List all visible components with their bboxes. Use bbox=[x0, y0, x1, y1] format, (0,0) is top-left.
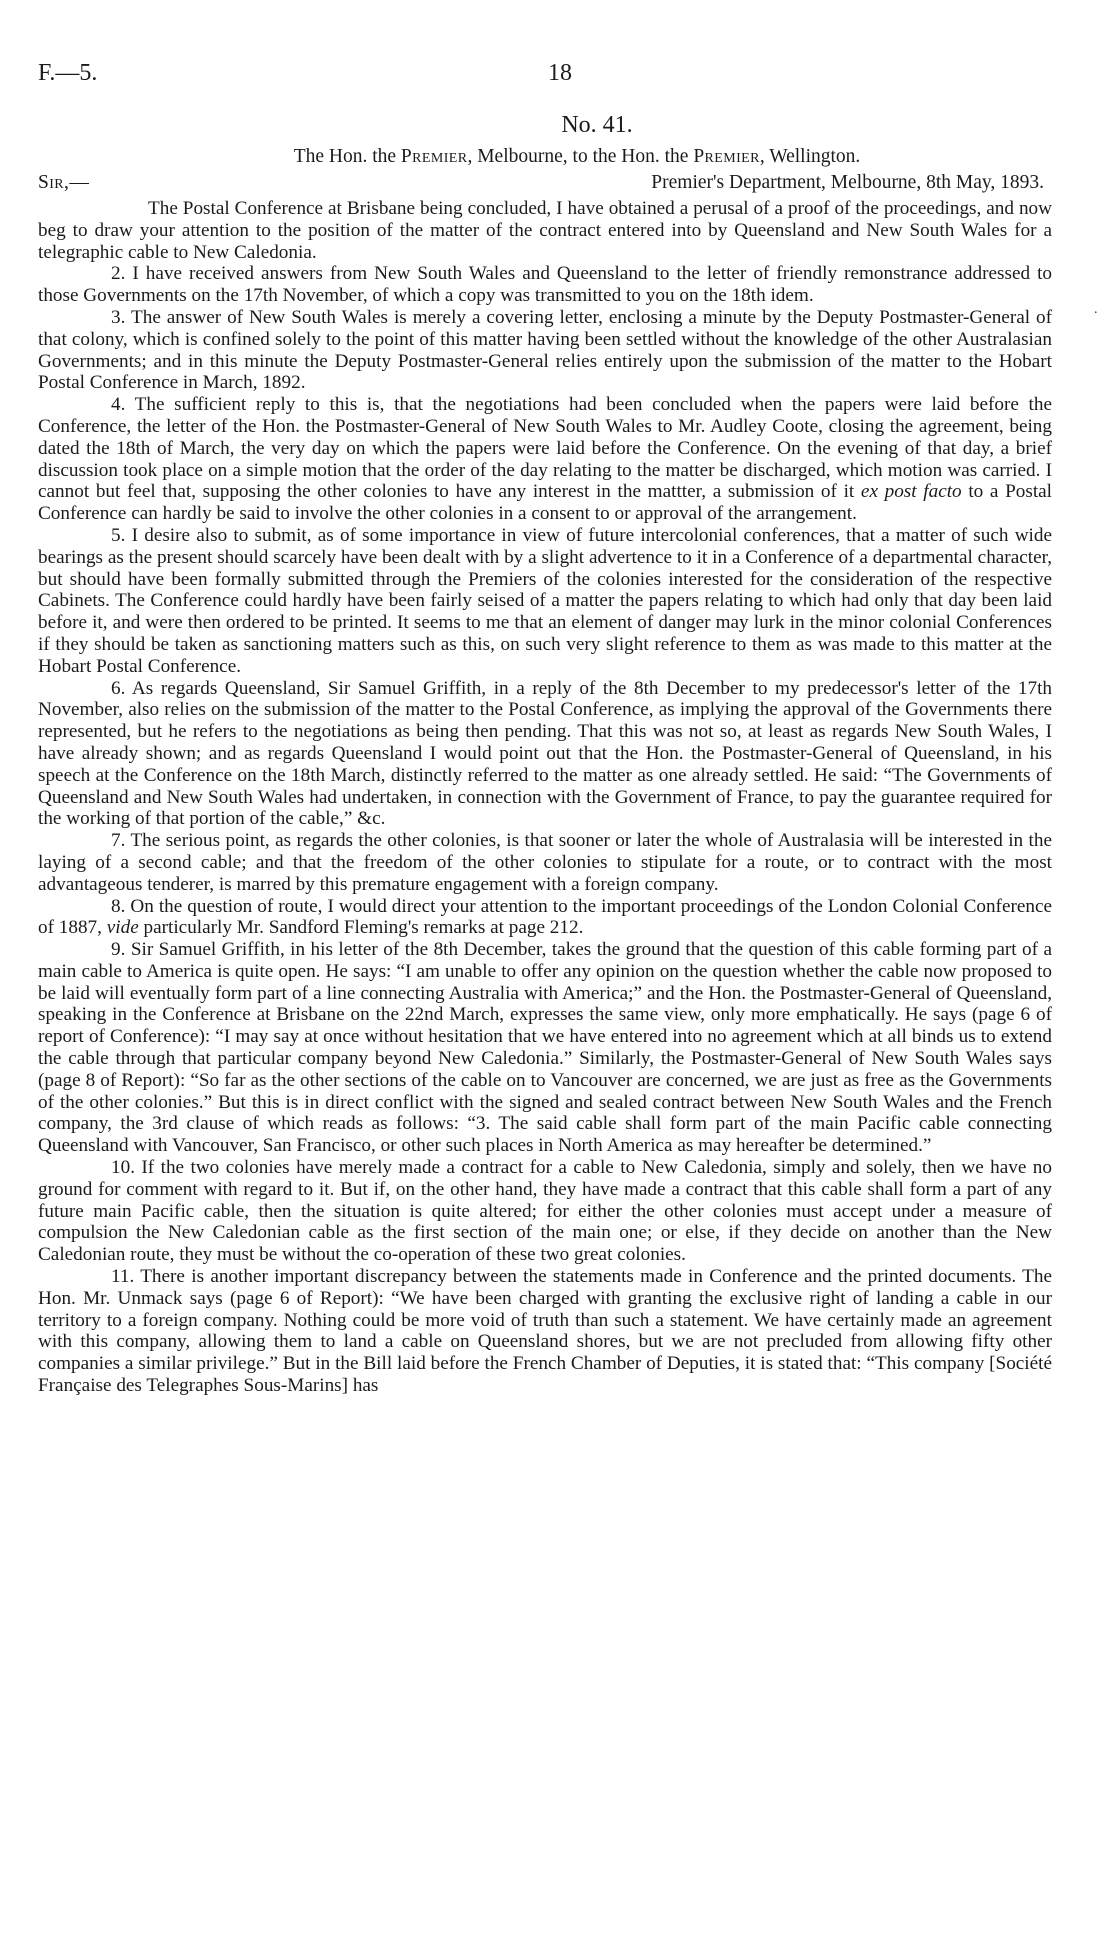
paragraph-5: 5. I desire also to submit, as of some importance in view of future intercolonial conferences, that a matter of such wide bearings as the present should scarcely have been dealt with by a slight advertence to it in a Conference of a departmental character, but should have been formally submitted through the Premiers of the colonies interested for the consideration of the respective Cabinets. The Conference could hardly have been fairly seised of a matter the papers relating to which had only that day been laid before it, and were then ordered to be printed. It seems to me that an element of danger may lurk in the minor colonial Conferences if they should be taken as sanctioning matters such as this, on such very slight reference to them as was made to this matter at the Hobart Postal Conference. bbox=[38, 524, 1052, 677]
paragraph-8 bbox=[38, 896, 1052, 940]
paragraph-4-text-a: 4. The sufficient reply to this is, that the negotiations had been concluded when the papers were laid before the Conference, the letter of the Hon. the Postmaster-General of New South Wales to Mr. Audley Coote, closing the agreement, being dated the 18th of March, the very day on which the papers were laid before the Conference. On the evening of that day, a brief discussion took place on a simple motion that the order of the day relating to the matter be discharged, which motion was carried. I cannot but feel that, supposing the other colonies to have any interest in the mattter, a submission of it bbox=[38, 394, 1052, 503]
paragraph-7: 7. The serious point, as regards the other colonies, is that sooner or later the whole of Australasia will be interested in the laying of a second cable; and that the freedom of the other colonies to stipulate for a route, or to contract with the most advantageous tenderer, is marred by this premature engagement with a foreign company. bbox=[38, 830, 1052, 895]
to-place: , Wellington. bbox=[759, 146, 861, 167]
paragraph-3: 3. The answer of New South Wales is merely a covering letter, enclosing a minute by the Deputy Postmaster-General of that colony, which is confined solely to the point of this matter having been settled without the knowledge of the other Australasian Governments; and in this minute the Deputy Postmaster-General relies entirely upon the submission of the matter to the Hobart Postal Conference in March, 1892. bbox=[38, 306, 1052, 394]
paragraph-6: 6. As regards Queensland, Sir Samuel Griffith, in a reply of the 8th December to my predecessor's letter of the 17th November, also relies on the submission of the matter to the Postal Conference, as implying the approval of the Governments there represented, but he refers to the negotiations as being then pending. That this was not so, at least as regards New South Wales, I have already shown; and as regards Queensland I would point out that the Hon. the Postmaster-General of Queensland, in his speech at the Conference on the 18th March, distinctly referred to the matter as one already settled. He said: “The Governments of Queensland and New South Wales had undertaken, in connection with the Government of France, to pay the guarantee required for the working of that portion of the cable,” &c. bbox=[38, 677, 1052, 830]
from-prefix: The Hon. the bbox=[293, 146, 397, 167]
document-code: F.—5. bbox=[38, 60, 98, 86]
paragraph-11: 11. There is another important discrepancy between the statements made in Conference and the printed documents. The Hon. Mr. Unmack says (page 6 of Report): “We have been charged with granting the exclusive right of landing a cable in our territory to a foreign company. Nothing could be more void of truth than such a statement. We have certainly made an agreement with this company, allowing them to land a cable on Queensland shores, but we are not precluded from allowing fifty other companies a similar privilege.” But in the Bill laid before the French Chamber of Deputies, it is stated that: “This company [Société Française des Telegraphes Sous-Marins] has bbox=[38, 1266, 1052, 1397]
from-title: Premier bbox=[400, 146, 468, 167]
stray-mark: . bbox=[1094, 302, 1098, 317]
paragraph-2: 2. I have received answers from New South Wales and Queensland to the letter of friendly remonstrance addressed to those Governments on the 17th November, of which a copy was transmitted to you on the 18th idem. bbox=[38, 263, 1052, 307]
paragraph-4 bbox=[38, 394, 1052, 525]
paragraph-4-text-b: to a Postal Conference can hardly be said to involve the other colonies in a consent to or approval of the arrangement. bbox=[38, 481, 1053, 525]
paragraph-8-latin: vide bbox=[106, 917, 139, 939]
from-place: , Melbourne, to the Hon. the bbox=[467, 146, 689, 167]
letter-body bbox=[38, 198, 1052, 1397]
paragraph-4-latin: ex post facto bbox=[860, 481, 962, 503]
paragraph-1: The Postal Conference at Brisbane being concluded, I have obtained a perusal of a proof of the proceedings, and now beg to draw your attention to the position of the matter of the contract entered into by Queensland and New South Wales for a telegraphic cable to New Caledonia. bbox=[38, 198, 1052, 263]
paragraph-10: 10. If the two colonies have merely made a contract for a cable to New Caledonia, simply and solely, then we have no ground for comment with regard to it. But if, on the other hand, they have made a contract that this cable shall form a part of any future main Pacific cable, then the situation is quite altered; for either the other colonies must accept under a measure of compulsion the New Caledonian cable as the first section of the main one; or else, if they decide on another than the New Caledonian route, they must be without the co-operation of these two great colonies. bbox=[38, 1157, 1052, 1266]
salutation: Sir,— bbox=[38, 172, 90, 193]
paragraph-9: 9. Sir Samuel Griffith, in his letter of the 8th December, takes the ground that the question of this cable forming part of a main cable to America is quite open. He says: “I am unable to offer any opinion on the question whether the cable now proposed to be laid will eventually form part of a line connecting Australia with America;” and the Hon. the Postmaster-General of Queensland, speaking in the Conference at Brisbane on the 22nd March, expresses the same view, only more emphatically. He says (page 6 of report of Conference): “I may say at once without hesitation that we have entered into no agreement which at all binds us to extend the cable through that particular company beyond New Caledonia.” Similarly, the Postmaster-General of New South Wales says (page 8 of Report): “So far as the other sections of the cable on to Vancouver are concerned, we are just as free as the Governments of the other colonies.” But this is in direct conflict with the signed and sealed contract between New South Wales and the French company, the 3rd clause of which reads as follows: “3. The said cable shall form part of the main Pacific cable connecting Queensland with Vancouver, San Francisco, or other such places in North America as may hereafter be determined.” bbox=[38, 939, 1052, 1157]
to-title: Premier bbox=[693, 146, 760, 167]
letter-number: No. 41. bbox=[561, 112, 633, 138]
page-number: 18 bbox=[548, 60, 572, 86]
paragraph-8-text-a: 8. On the question of route, I would direct your attention to the important proceedings of the London Colonial Conference of 1887, bbox=[38, 895, 1052, 939]
letter-address-line bbox=[0, 146, 1114, 168]
department-date: Premier's Department, Melbourne, 8th May, 1893. bbox=[651, 172, 1044, 193]
paragraph-8-text-b: particularly Mr. Sandford Fleming's remarks at page 212. bbox=[143, 917, 584, 939]
